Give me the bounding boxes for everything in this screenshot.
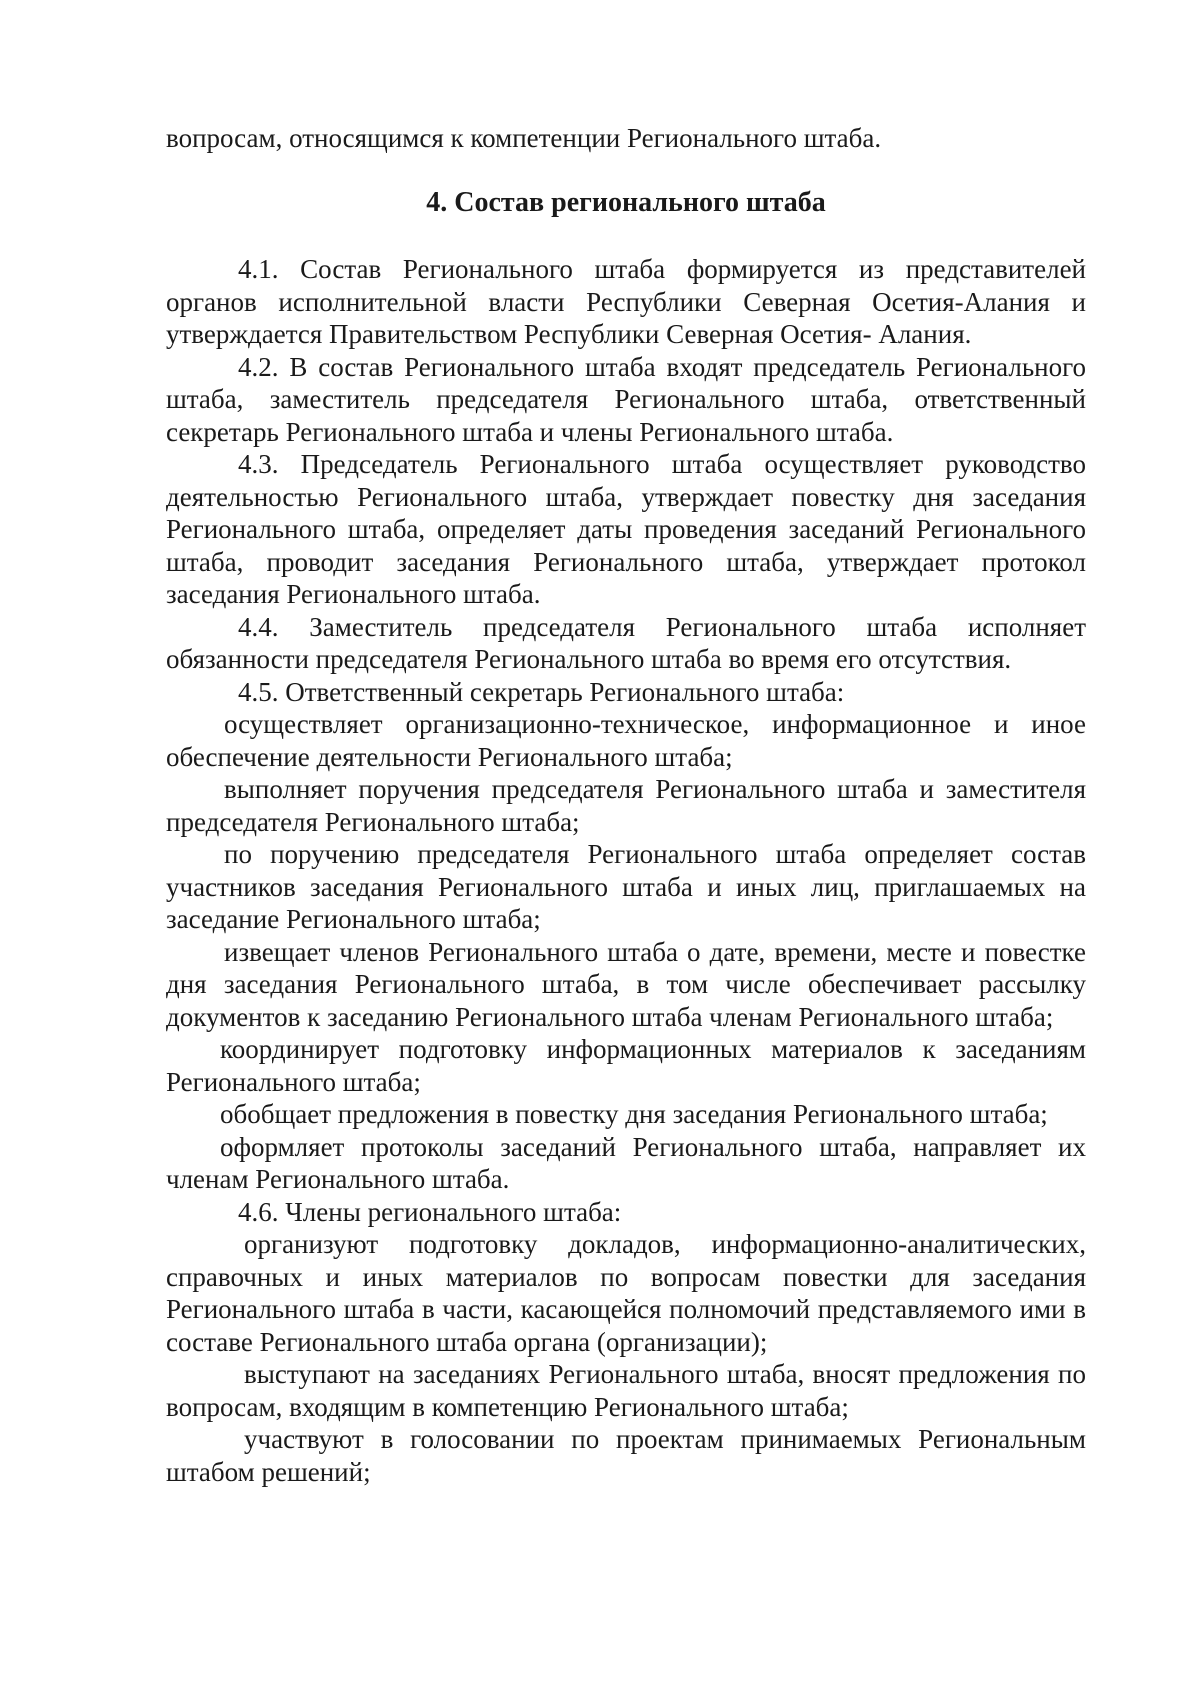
list-item: участвуют в голосовании по проектам принимаемых Региональным штабом решений; [166, 1424, 1086, 1487]
paragraph-4-2: 4.2. В состав Регионального штаба входят председатель Регионального штаба, заместитель председателя Регионального штаба, ответственный секретарь Регионального штаба и члены Регионального штаба. [166, 351, 1086, 447]
paragraph-4-4: 4.4. Заместитель председателя Регионального штаба исполняет обязанности председателя Регионального штаба во время его отсутствия. [166, 611, 1086, 674]
section-heading: 4. Состав регионального штаба [426, 186, 826, 218]
list-item: осуществляет организационно-техническое, информационное и иное обеспечение деятельности Регионального штаба; [166, 709, 1086, 772]
list-item: обобщает предложения в повестку дня заседания Регионального штаба; [220, 1099, 1048, 1129]
paragraph-4-6: 4.6. Члены регионального штаба: [238, 1196, 622, 1227]
continuation-text: вопросам, относящимся к компетенции Регионального штаба. [166, 123, 882, 153]
paragraph-4-5: 4.5. Ответственный секретарь Регионального штаба: [238, 676, 845, 707]
list-item: организуют подготовку докладов, информационно-аналитических, справочных и иных материалов по вопросам повестки для заседания Регионального штаба в части, касающейся полномочий представляемого ими в составе Регионального штаба органа (организации); [166, 1229, 1086, 1357]
list-item: извещает членов Регионального штаба о дате, времени, месте и повестке дня заседания Регионального штаба, в том числе обеспечивает рассылку документов к заседанию Регионального штаба членам Регионального штаба; [166, 936, 1086, 1032]
list-item: по поручению председателя Регионального штаба определяет состав участников заседания Регионального штаба и иных лиц, приглашаемых на заседание Регионального штаба; [166, 839, 1086, 934]
paragraph-4-1: 4.1. Состав Регионального штаба формируется из представителей органов исполнительной власти Республики Северная Осетия-Алания и утверждается Правительством Республики Северная Осетия- Алания. [166, 254, 1086, 349]
list-item: оформляет протоколы заседаний Регионального штаба, направляет их членам Регионального штаба. [166, 1131, 1086, 1194]
list-item: выступают на заседаниях Регионального штаба, вносят предложения по вопросам, входящим в компетенцию Регионального штаба; [166, 1359, 1086, 1422]
paragraph-4-3: 4.3. Председатель Регионального штаба осуществляет руководство деятельностью Регионального штаба, утверждает повестку дня заседания Регионального штаба, определяет даты проведения заседаний Регионального штаба, проводит заседания Регионального штаба, утверждает протокол заседания Регионального штаба. [166, 449, 1086, 609]
list-item: выполняет поручения председателя Регионального штаба и заместителя председателя Регионального штаба; [166, 774, 1086, 837]
document-body [166, 122, 1086, 1488]
list-item: координирует подготовку информационных материалов к заседаниям Регионального штаба; [166, 1034, 1086, 1097]
